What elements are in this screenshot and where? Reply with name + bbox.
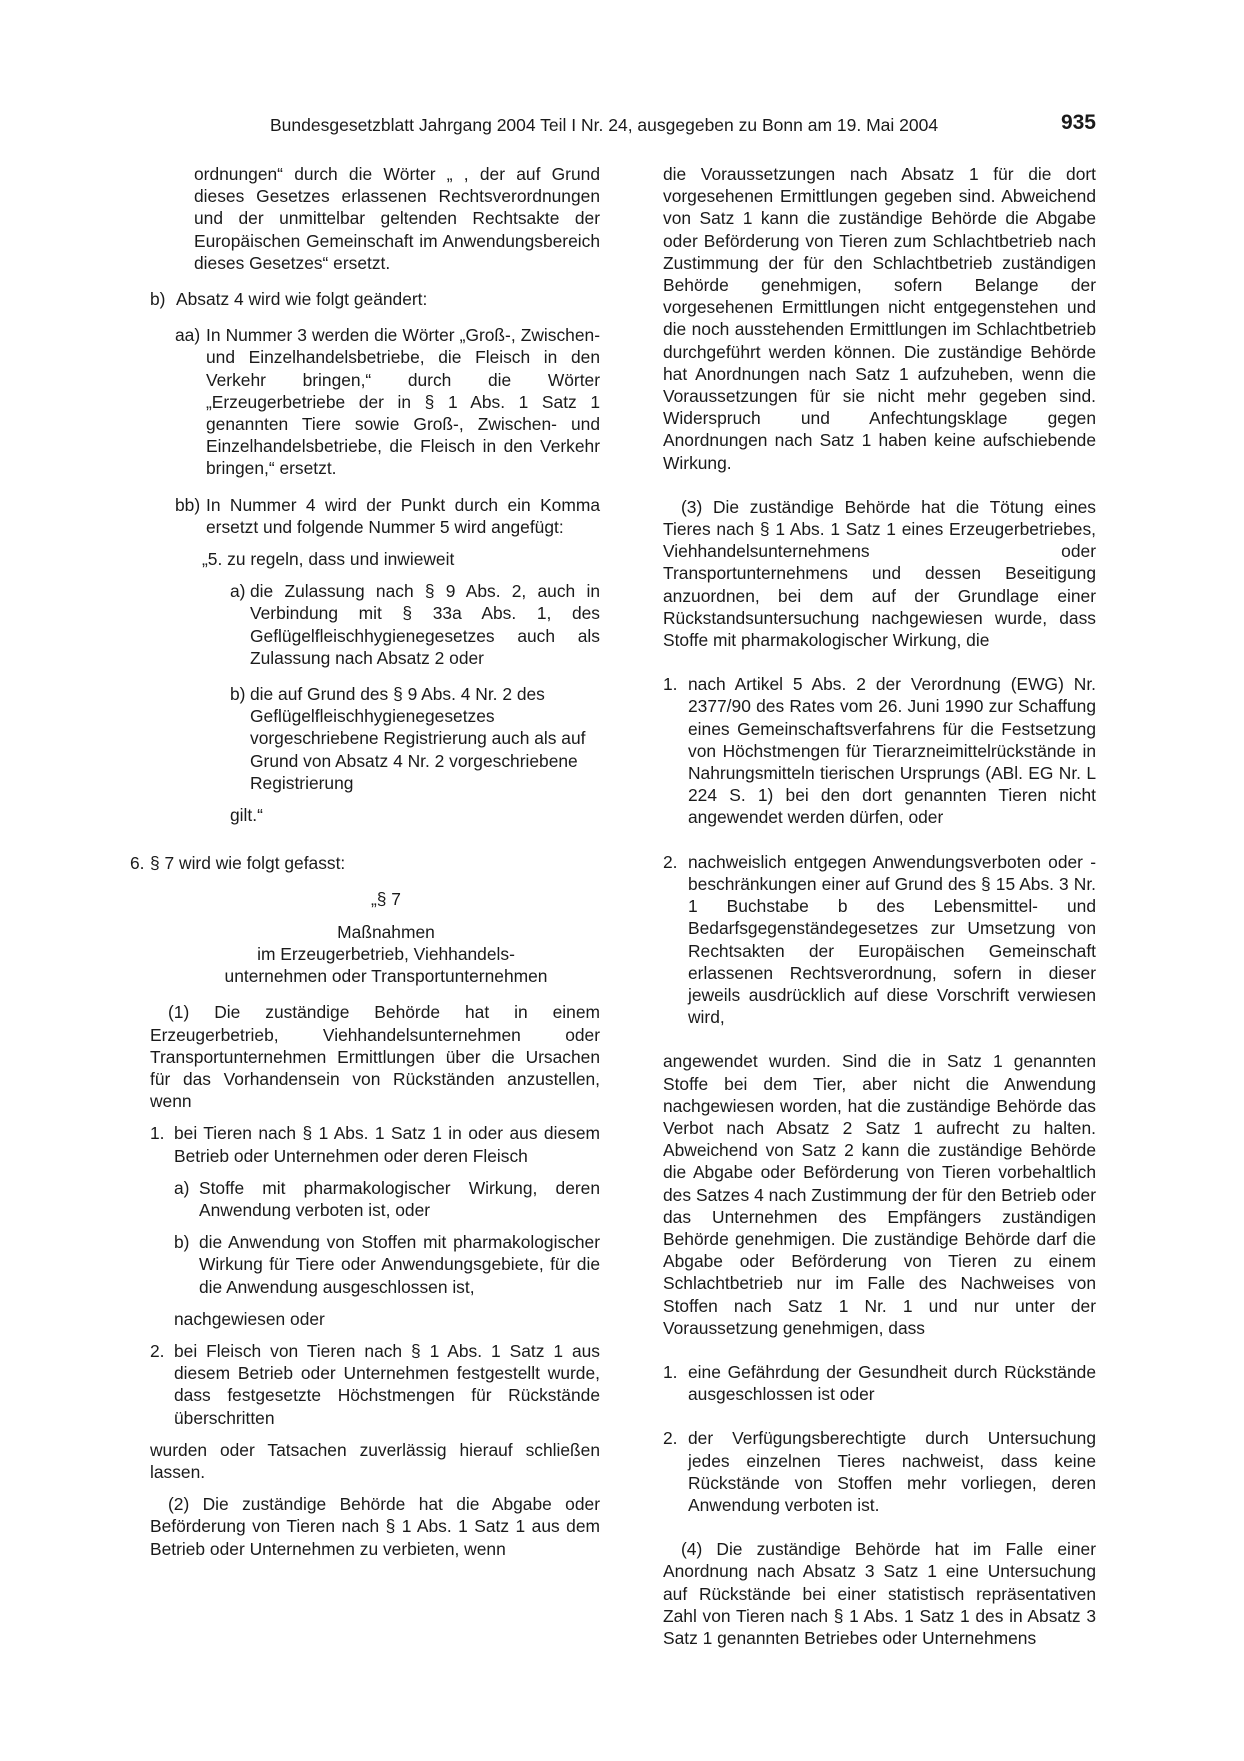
section-title-line-2: im Erzeugerbetrieb, Viehhandels- — [257, 943, 515, 964]
list-item-3-2 — [663, 851, 1096, 1029]
gilt-line: gilt.“ — [230, 805, 263, 826]
item-label: b) — [230, 684, 246, 705]
section-number: „§ 7 — [371, 889, 401, 910]
item-text: In Nummer 3 werden die Wörter „Groß-, Zwischen- und Einzelhandelsbetriebe, die Fleisch in den Verkehr bringen,“ durch die Wörter „Erzeugerbetriebe der in § 1 Abs. 1 Satz 1 genannten Tiere sowie Groß-, Zwischen- und Einzelhandelsbetriebe, die Fleisch in den Verkehr bringen,“ ersetzt. — [206, 325, 600, 479]
item-label: 2. — [663, 851, 678, 872]
list-item-3b-2 — [663, 1427, 1096, 1516]
item-label: aa) — [175, 325, 201, 346]
item-text: die auf Grund des § 9 Abs. 4 Nr. 2 des Geflügelfleischhygienegesetzes vorgeschriebene Registrierung auch als auf Grund von Absatz 4 Nr. 2 vorgeschriebene Registrierung — [250, 684, 586, 793]
item-label: a) — [230, 581, 246, 602]
paragraph-3-end: angewendet wurden. Sind die in Satz 1 genannten Stoffe bei dem Tier, aber nicht die Anwendung nachgewiesen worden, hat die zuständige Behörde das Verbot nach Absatz 2 Satz 1 aufrecht zu halten. Abweichend von Satz 2 kann die zuständige Behörde die Abgabe oder Beförderung von Tieren vorbehaltlich des Satzes 4 nach Zustimmung der für den Betrieb oder das Unternehmen des Empfängers zuständigen Behörde genehmigen. Die zuständige Behörde darf die Abgabe oder Beförderung von Tieren zu einem Schlachtbetrieb nur im Falle des Nachweises von Stoffen nach Satz 1 Nr. 1 und nur unter der Voraussetzung genehmigen, dass — [663, 1051, 1096, 1338]
nachgewiesen-line: nachgewiesen oder — [174, 1308, 325, 1329]
item-text: Stoffe mit pharmakologischer Wirkung, deren Anwendung verboten ist, oder — [199, 1177, 600, 1220]
paragraph-4: (4) Die zuständige Behörde hat im Falle einer Anordnung nach Absatz 3 Satz 1 eine Untersuchung auf Rückstände bei einer statistisch repräsentativen Zahl von Tieren nach § 1 Abs. 1 Satz 1 des in Absatz 3 Satz 1 genannten Betriebes oder Unternehmens — [663, 1539, 1096, 1648]
item-label: 1. — [663, 674, 678, 695]
item-label: bb) — [175, 494, 201, 515]
item-text: die Zulassung nach § 9 Abs. 2, auch in Verbindung mit § 33a Abs. 1, des Geflügelfleischhygienegesetzes auch als Zulassung nach Absatz 2 oder — [250, 581, 600, 668]
list-item-1 — [150, 1122, 600, 1166]
list-item-5b — [230, 683, 600, 794]
item-label: a) — [174, 1177, 190, 1198]
list-item-1b — [174, 1231, 600, 1298]
item-label: 1. — [663, 1361, 678, 1382]
list-item-3b-1 — [663, 1361, 1096, 1405]
item-label: b) — [150, 289, 166, 310]
paragraph-2-continued: die Voraussetzungen nach Absatz 1 für die dort vorgesehenen Ermittlungen gegeben sind. Abweichend von Satz 1 kann die zuständige Behörde die Abgabe oder Beförderung von Tieren zum Schlachtbetrieb nach Zustimmung der für den Schlachtbetrieb zuständigen Behörde genehmigen, sofern Belange der vorgesehenen Ermittlungen nicht entgegenstehen und die noch ausstehenden Ermittlungen im Schlachtbetrieb durchgeführt werden können. Die zuständige Behörde hat Anordnungen nach Satz 1 aufzuheben, wenn die Voraussetzungen für sie nicht mehr gegeben sind. Widerspruch und Anfechtungsklage gegen Anordnungen nach Satz 1 haben keine aufschiebende Wirkung. — [663, 164, 1096, 473]
list-item-1a — [174, 1177, 600, 1221]
item-text: Absatz 4 wird wie folgt geändert: — [176, 289, 428, 310]
section-title-line-1: Maßnahmen — [337, 921, 435, 942]
item-text: bei Fleisch von Tieren nach § 1 Abs. 1 Satz 1 aus diesem Betrieb oder Unternehmen festgestellt wurde, dass festgesetzte Höchstmengen für Rückstände überschritten — [174, 1340, 600, 1428]
list-item-5a — [230, 580, 600, 669]
item-label: 2. — [150, 1340, 165, 1361]
item-label: b) — [174, 1232, 190, 1253]
paragraph-3: (3) Die zuständige Behörde hat die Tötung eines Tieres nach § 1 Abs. 1 Satz 1 eines Erzeugerbetriebes, Viehhandelsunternehmens oder Transportunternehmens und dessen Beseitigung anzuordnen, bei dem auf der Grundlage einer Rückstandsuntersuchung nachgewiesen wurde, dass Stoffe mit pharmakologischer Wirkung, die — [663, 496, 1096, 651]
list-item-6 — [130, 852, 600, 874]
item-text: § 7 wird wie folgt gefasst: — [150, 853, 346, 874]
list-item-aa — [175, 324, 600, 479]
header-title: Bundesgesetzblatt Jahrgang 2004 Teil I Nr. 24, ausgegeben zu Bonn am 19. Mai 2004 — [270, 115, 939, 135]
page-header — [270, 111, 1096, 141]
page-number: 935 — [1060, 111, 1096, 134]
list-item-bb — [175, 494, 600, 538]
item-text: der Verfügungsberechtigte durch Untersuchung jedes einzelnen Tieres nachweist, dass keine Rückstände von Stoffen mehr vorliegen, deren Anwendung verboten ist. — [688, 1428, 1096, 1515]
item-text: die Anwendung von Stoffen mit pharmakologischer Wirkung für Tiere oder Anwendungsgebiete, für die die Anwendung ausgeschlossen ist, — [199, 1232, 600, 1297]
paragraph-1: (1) Die zuständige Behörde hat in einem Erzeugerbetrieb, Viehhandelsunternehmen oder Transportunternehmen Ermittlungen über die Ursachen für das Vorhandensein von Rückständen anzustellen, wenn — [150, 1002, 600, 1112]
continuation-paragraph: ordnungen“ durch die Wörter „ , der auf Grund dieses Gesetzes erlassenen Rechtsverordnungen und der unmittelbar geltenden Rechtsakte der Europäischen Gemeinschaft im Anwendungsbereich dieses Gesetzes“ ersetzt. — [194, 164, 600, 273]
item-label: 1. — [150, 1123, 165, 1144]
section-title-line-3: unternehmen oder Transportunternehmen — [224, 966, 548, 987]
number-5-intro: „5. zu regeln, dass und inwieweit — [202, 549, 455, 570]
item-text: In Nummer 4 wird der Punkt durch ein Komma ersetzt und folgende Nummer 5 wird angefügt: — [206, 494, 600, 537]
list-item-b — [150, 288, 600, 310]
list-item-2 — [150, 1340, 600, 1429]
item-label: 2. — [663, 1428, 678, 1449]
paragraph-2: (2) Die zuständige Behörde hat die Abgabe oder Beförderung von Tieren nach § 1 Abs. 1 Satz 1 aus dem Betrieb oder Unternehmen zu verbieten, wenn — [150, 1494, 600, 1559]
item-label: 6. — [130, 853, 145, 874]
paragraph-1-end: wurden oder Tatsachen zuverlässig hierauf schließen lassen. — [150, 1439, 600, 1482]
item-text: nach Artikel 5 Abs. 2 der Verordnung (EWG) Nr. 2377/90 des Rates vom 26. Juni 1990 zur Schaffung eines Gemeinschaftsverfahrens für die Festsetzung von Höchstmengen für Tierarzneimittelrückstände in Nahrungsmitteln tierischen Ursprungs (ABl. EG Nr. L 224 S. 1) bei den dort genannten Tieren nicht angewendet werden dürfen, oder — [688, 674, 1096, 828]
right-column — [663, 163, 1096, 1649]
left-column — [130, 163, 600, 1560]
list-item-3-1 — [663, 673, 1096, 828]
item-text: bei Tieren nach § 1 Abs. 1 Satz 1 in oder aus diesem Betrieb oder Unternehmen oder deren Fleisch — [174, 1123, 600, 1166]
item-text: eine Gefährdung der Gesundheit durch Rückstände ausgeschlossen ist oder — [688, 1361, 1096, 1405]
item-text: nachweislich entgegen Anwendungsverboten oder -beschränkungen einer auf Grund des § 15 Abs. 3 Nr. 1 Buchstabe b des Lebensmittel- und Bedarfsgegenständegesetzes zur Umsetzung von Rechtsakten der Europäischen Gemeinschaft erlassenen Rechtsverordnung, sofern in dieser jeweils ausdrücklich auf diese Vorschrift verwiesen wird, — [688, 851, 1096, 1028]
